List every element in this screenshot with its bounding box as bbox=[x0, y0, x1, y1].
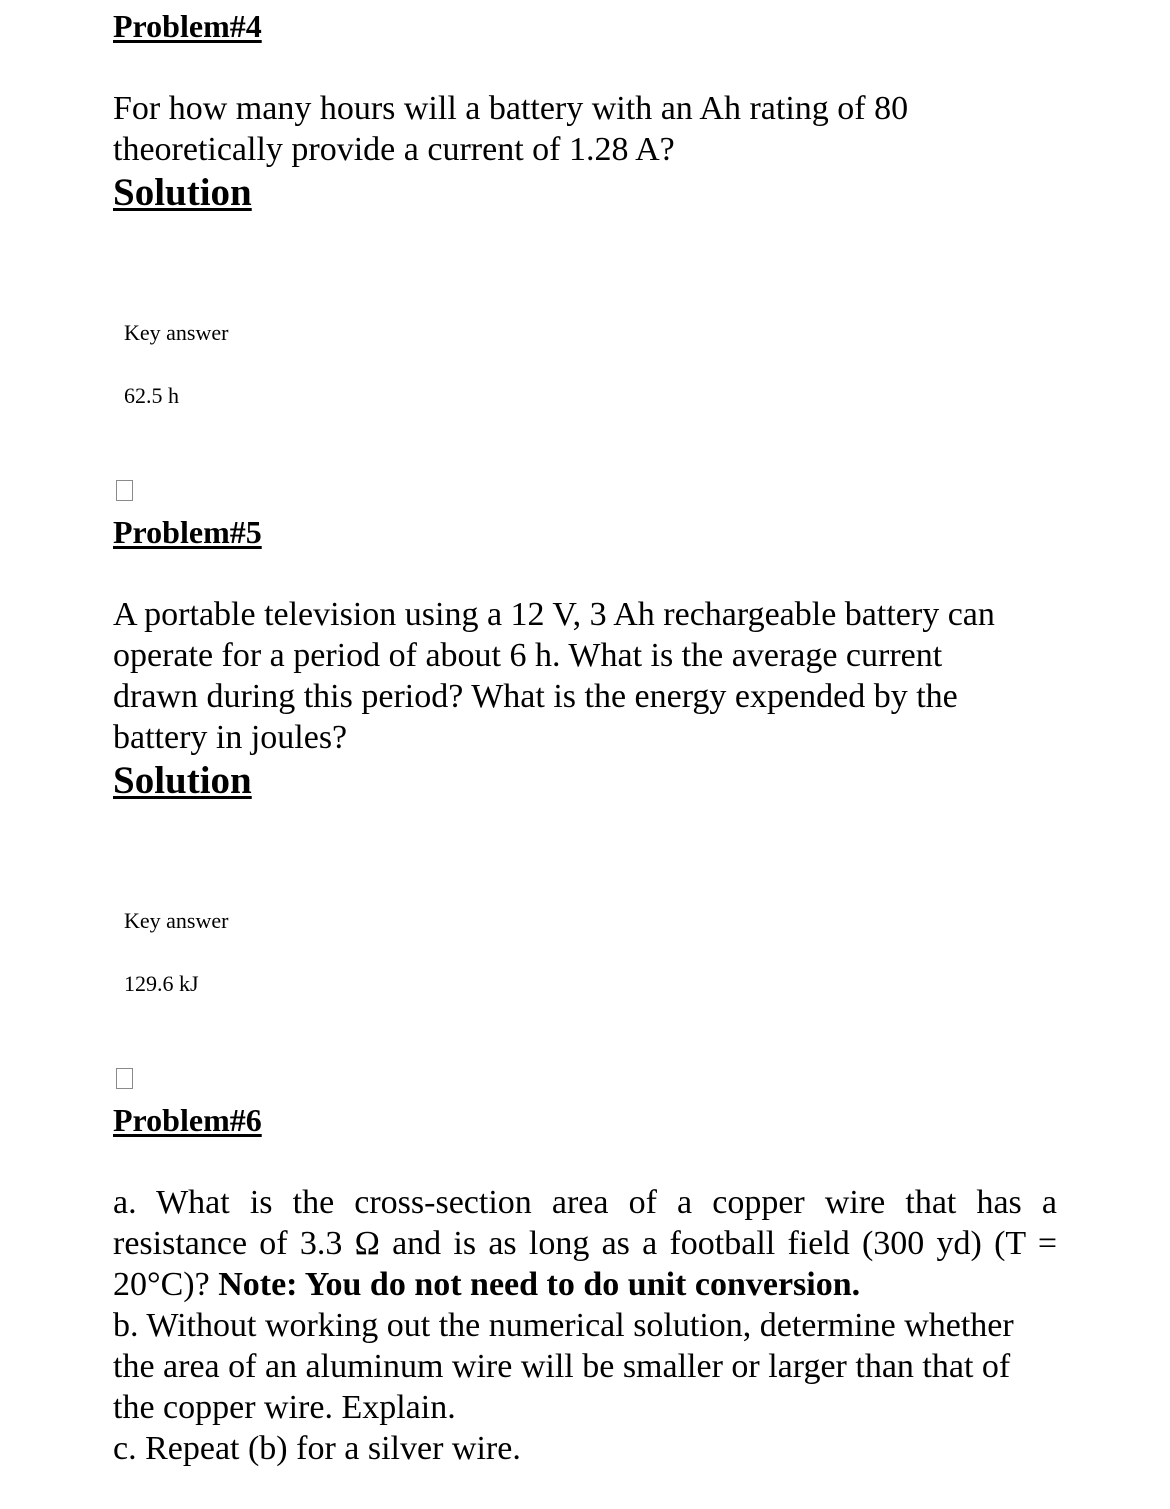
problem-5-question-line: operate for a period of about 6 h. What is the average current bbox=[113, 637, 943, 674]
problem-6-note: Note: You do not need to do unit conversion. bbox=[218, 1266, 861, 1303]
problem-6-checkbox[interactable] bbox=[116, 1068, 133, 1089]
problem-5-question-line: battery in joules? bbox=[113, 719, 348, 756]
problem-4-heading: Problem#4 bbox=[113, 8, 262, 44]
problem-6-heading: Problem#6 bbox=[113, 1102, 262, 1138]
problem-5-question-line: drawn during this period? What is the energy expended by the bbox=[113, 678, 958, 715]
problem-6-part-a-line: a. What is the cross-section area of a copper wire that has a bbox=[113, 1184, 1057, 1221]
problem-5-heading: Problem#5 bbox=[113, 514, 262, 550]
problem-5-solution-label: Solution bbox=[113, 759, 252, 802]
problem-6-text bbox=[113, 1182, 1057, 1469]
problem-4-question-line: For how many hours will a battery with an Ah rating of 80 bbox=[113, 90, 909, 127]
problem-5-question bbox=[113, 594, 995, 758]
problem-6-part-a-line-with-note bbox=[113, 1264, 1057, 1305]
problem-6-part-a-line: 20°C)? bbox=[113, 1266, 210, 1303]
problem-6-part-b-line: b. Without working out the numerical solution, determine whether bbox=[113, 1307, 1014, 1344]
problem-5-checkbox[interactable] bbox=[116, 480, 133, 501]
problem-4-question bbox=[113, 88, 908, 170]
problem-5-question-line: A portable television using a 12 V, 3 Ah rechargeable battery can bbox=[113, 596, 995, 633]
problem-6-part-a-line: resistance of 3.3 Ω and is as long as a football field (300 yd) (T = bbox=[113, 1225, 1057, 1262]
problem-5-key-answer-value: 129.6 kJ bbox=[124, 971, 199, 996]
problem-4-question-line: theoretically provide a current of 1.28 A? bbox=[113, 131, 675, 168]
problem-6-part-b-line: the copper wire. Explain. bbox=[113, 1389, 456, 1426]
problem-4-key-answer-value: 62.5 h bbox=[124, 383, 179, 408]
problem-4-solution-label: Solution bbox=[113, 171, 252, 214]
problem-6-part-b-line: the area of an aluminum wire will be smaller or larger than that of bbox=[113, 1348, 1011, 1385]
problem-4-key-answer-label: Key answer bbox=[124, 320, 229, 345]
problem-5-key-answer-label: Key answer bbox=[124, 908, 229, 933]
problem-6-part-c: c. Repeat (b) for a silver wire. bbox=[113, 1430, 521, 1467]
